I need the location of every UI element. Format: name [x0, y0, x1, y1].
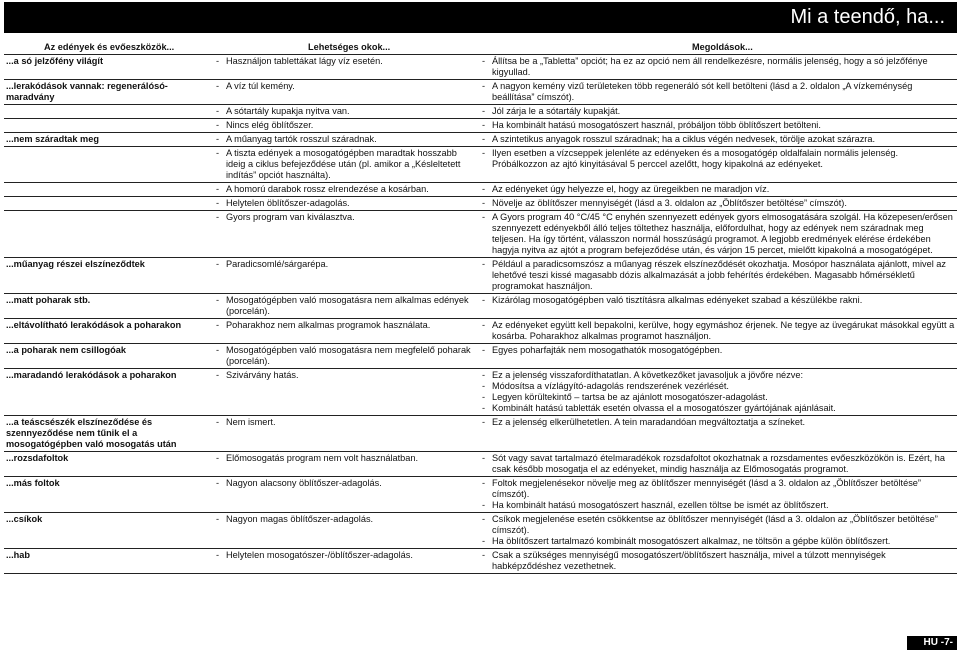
table-row: [4, 549, 957, 574]
solution-item: [478, 392, 955, 403]
bullet-dash: -: [216, 550, 220, 560]
solution-item: [478, 81, 955, 103]
solution-text: Ez a jelenség visszafordíthatatlan. A következőket javasoljuk a jövőre nézve:: [492, 370, 804, 380]
solution-item: [478, 148, 955, 170]
bullet-dash: -: [216, 259, 220, 269]
cause-cell: [212, 477, 478, 512]
problem-cell: ...rozsdafoltok: [6, 453, 69, 463]
solution-item: [478, 212, 955, 256]
cause-text: Helytelen öblítőszer-adagolás.: [226, 198, 350, 208]
bullet-dash: -: [482, 184, 486, 194]
bullet-dash: -: [216, 453, 220, 463]
bullet-dash: -: [216, 370, 220, 380]
table-body: [4, 55, 957, 574]
bullet-dash: -: [216, 320, 220, 330]
solution-text: Legyen körültekintő – tartsa be az ajánlott mosogatószer-adagolást.: [492, 392, 768, 402]
problem-cell: ...a teáscsészék elszíneződése és szennyeződése nem tűnik el a mosogatógépben való mosogatás után: [6, 417, 177, 449]
footer-language: HU: [923, 637, 938, 648]
solution-item: [478, 120, 955, 131]
solution-text: Csíkok megjelenése esetén csökkentse az öblítőszer mennyiségét (lásd a 3. oldalon az „Öblítőszer betöltése” címszót).: [492, 514, 938, 535]
cause-cell: [212, 294, 478, 318]
cause-cell: [212, 258, 478, 293]
solution-item: [478, 403, 955, 414]
solution-cell: [478, 258, 957, 293]
solution-text: Egyes poharfajták nem mosogathatók mosogatógépben.: [492, 345, 723, 355]
bullet-dash: -: [482, 56, 486, 66]
bullet-dash: -: [482, 198, 486, 208]
problem-cell: ...maradandó lerakódások a poharakon: [6, 370, 177, 380]
cause-cell: [212, 369, 478, 415]
bullet-dash: -: [216, 81, 220, 91]
header-solution: Megoldások...: [692, 42, 753, 52]
table-header: [4, 42, 957, 55]
cause-cell: [212, 80, 478, 104]
solution-cell: [478, 452, 957, 476]
table-row: [4, 197, 957, 211]
problem-cell: ...a poharak nem csillogóak: [6, 345, 126, 355]
bullet-dash: -: [482, 134, 486, 144]
solution-text: Jól zárja le a sótartály kupakját.: [492, 106, 621, 116]
solution-text: Csak a szükséges mennyiségű mosogatószert/öblítőszert használja, mivel a túlzott mennyiségek habképződéshez vezethetnek.: [492, 550, 886, 571]
cause-cell: [212, 319, 478, 343]
solution-text: A Gyors program 40 °C/45 °C enyhén szennyezett edények gyors elmosogatására szolgál. Ha közepesen/erősen szennyezett edényekből álló teljes töltethez használja, előfordulhat, hogy az edények nem száradnak meg teljesen. Ha így történt, válasszon normál hosszúságú programot. A legjobb eredmények elérése érdekében hagyja nyitva az ajtót a program befejeződése után, és várjon 15 percet, mielőtt kipakolná a mosogatógépet.: [492, 212, 953, 255]
bullet-dash: -: [216, 295, 220, 305]
bullet-dash: -: [482, 148, 486, 158]
solution-item: [478, 500, 955, 511]
bullet-dash: -: [482, 417, 486, 427]
cause-cell: [212, 119, 478, 132]
table-row: [4, 211, 957, 258]
cause-text: A homorú darabok rossz elrendezése a kosárban.: [226, 184, 429, 194]
solution-cell: [478, 369, 957, 415]
cause-cell: [212, 513, 478, 548]
bullet-dash: -: [216, 345, 220, 355]
solution-text: Sót vagy savat tartalmazó ételmaradékok rozsdafoltot okozhatnak a rozsdamentes evőeszközökön is. Ezért, ha csak később mosogatja el az edényeket, mindig használja az Előmosogatás programot.: [492, 453, 945, 474]
table-row: [4, 105, 957, 119]
solution-item: [478, 320, 955, 342]
solution-text: Ilyen esetben a vízcseppek jelenléte az edényeken és a mosogatógép oldalfalain normális jelenség. Próbálkozzon az ajtó kinyitásával 5 perccel azelőtt, hogy kipakolná az edényeket.: [492, 148, 899, 169]
bullet-dash: -: [482, 392, 486, 402]
cause-cell: [212, 211, 478, 257]
problem-cell: ...eltávolítható lerakódások a poharakon: [6, 320, 182, 330]
solution-text: Foltok megjelenésekor növelje meg az öblítőszer mennyiségét (lásd a 3. oldalon az „Öblítőszer betöltése” címszót).: [492, 478, 921, 499]
cause-text: Gyors program van kiválasztva.: [226, 212, 355, 222]
table-row: [4, 294, 957, 319]
solution-text: Az edényeket úgy helyezze el, hogy az üregeikben ne maradjon víz.: [492, 184, 770, 194]
bullet-dash: -: [216, 148, 220, 158]
solution-item: [478, 514, 955, 536]
bullet-dash: -: [216, 106, 220, 116]
cause-text: Helytelen mosogatószer-/öblítőszer-adagolás.: [226, 550, 413, 560]
solution-text: Növelje az öblítőszer mennyiségét (lásd a 3. oldalon az „Öblítőszer betöltése” címszót).: [492, 198, 847, 208]
bullet-dash: -: [482, 81, 486, 91]
solution-text: Az edényeket együtt kell bepakolni, kerülve, hogy egymáshoz érjenek. Ne tegye az üvegárukat másokkal együtt a kosárba. Poharakhoz alkalmas programot használjon.: [492, 320, 955, 341]
cause-cell: [212, 183, 478, 196]
bullet-dash: -: [482, 536, 486, 546]
solution-item: [478, 453, 955, 475]
problem-cell: [4, 211, 212, 257]
solution-text: Módosítsa a vízlágyító-adagolás rendszerének vezérlését.: [492, 381, 729, 391]
solution-text: Ez a jelenség elkerülhetetlen. A tein maradandóan megváltoztatja a színeket.: [492, 417, 806, 427]
solution-cell: [478, 197, 957, 210]
solution-cell: [478, 211, 957, 257]
solution-item: [478, 478, 955, 500]
bullet-dash: -: [482, 403, 486, 413]
problem-cell: ...műanyag részei elszíneződtek: [6, 259, 145, 269]
bullet-dash: -: [482, 259, 486, 269]
problem-cell: [4, 119, 212, 132]
solution-cell: [478, 513, 957, 548]
table-row: [4, 513, 957, 549]
solution-cell: [478, 119, 957, 132]
problem-cell: ...lerakódások vannak: regenerálósó-maradvány: [6, 81, 168, 102]
bullet-dash: -: [482, 514, 486, 524]
problem-cell: ...csíkok: [6, 514, 43, 524]
bullet-dash: -: [482, 320, 486, 330]
bullet-dash: -: [482, 550, 486, 560]
solution-item: [478, 536, 955, 547]
solution-text: Ha öblítőszert tartalmazó kombinált mosogatószert alkalmaz, ne töltsön a gépbe külön öblítőszert.: [492, 536, 891, 546]
bullet-dash: -: [482, 212, 486, 222]
solution-text: Ha kombinált hatású mosogatószert használ, ezellen töltse be ismét az öblítőszert.: [492, 500, 829, 510]
bullet-dash: -: [216, 184, 220, 194]
problem-cell: ...hab: [6, 550, 30, 560]
table-row: [4, 147, 957, 183]
solution-cell: [478, 105, 957, 118]
troubleshooting-table: [4, 42, 957, 574]
cause-text: Előmosogatás program nem volt használatban.: [226, 453, 419, 463]
bullet-dash: -: [482, 106, 486, 116]
cause-cell: [212, 55, 478, 79]
table-row: [4, 119, 957, 133]
solution-cell: [478, 183, 957, 196]
bullet-dash: -: [216, 56, 220, 66]
table-row: [4, 477, 957, 513]
solution-item: [478, 295, 955, 306]
solution-item: [478, 56, 955, 78]
page-title: Mi a teendő, ha...: [790, 6, 945, 28]
solution-text: Kombinált hatású tabletták esetén olvassa el a mosogatószer gyártójának ajánlásait.: [492, 403, 836, 413]
problem-cell: [4, 197, 212, 210]
solution-text: A szintetikus anyagok rosszul száradnak; ha a ciklus végén nedvesek, törölje azokat szárazra.: [492, 134, 876, 144]
cause-text: Nagyon alacsony öblítőszer-adagolás.: [226, 478, 382, 488]
bullet-dash: -: [482, 120, 486, 130]
cause-text: Használjon tablettákat lágy víz esetén.: [226, 56, 383, 66]
solution-cell: [478, 549, 957, 573]
bullet-dash: -: [482, 370, 486, 380]
header-problem: Az edények és evőeszközök...: [44, 42, 175, 52]
cause-text: Szivárvány hatás.: [226, 370, 299, 380]
solution-text: Ha kombinált hatású mosogatószert használ, próbáljon több öblítőszert betölteni.: [492, 120, 821, 130]
solution-cell: [478, 80, 957, 104]
solution-text: A nagyon kemény vizű területeken több regeneráló sót kell betölteni (lásd a 2. oldalon „A vízkeménység beállítása” címszót).: [492, 81, 913, 102]
cause-text: Poharakhoz nem alkalmas programok használata.: [226, 320, 431, 330]
cause-text: Mosogatógépben való mosogatásra nem alkalmas edények (porcelán).: [226, 295, 469, 316]
solution-item: [478, 417, 955, 428]
bullet-dash: -: [216, 198, 220, 208]
table-row: [4, 80, 957, 105]
problem-cell: ...a só jelzőfény világít: [6, 56, 104, 66]
solution-item: [478, 345, 955, 356]
bullet-dash: -: [216, 120, 220, 130]
solution-item: [478, 259, 955, 292]
title-bar: [4, 2, 957, 33]
cause-text: Paradicsomlé/sárgarépa.: [226, 259, 329, 269]
solution-item: [478, 370, 955, 381]
solution-cell: [478, 344, 957, 368]
table-row: [4, 258, 957, 294]
cause-cell: [212, 133, 478, 146]
cause-text: Nagyon magas öblítőszer-adagolás.: [226, 514, 374, 524]
solution-cell: [478, 147, 957, 182]
solution-text: Például a paradicsomszósz a műanyag részek elszíneződését okozhatja. Mosópor használata ajánlott, mivel az lehetővé teszi kissé magasabb dózis alkalmazását a jobb fehérítés érdekében. Magasabb hőmérsékletű programokat használjon.: [492, 259, 947, 291]
cause-cell: [212, 549, 478, 573]
solution-cell: [478, 477, 957, 512]
solution-cell: [478, 319, 957, 343]
solution-cell: [478, 416, 957, 451]
solution-cell: [478, 133, 957, 146]
page-number: -7-: [940, 637, 953, 648]
bullet-dash: -: [216, 212, 220, 222]
cause-text: Nincs elég öblítőszer.: [226, 120, 314, 130]
cause-text: A műanyag tartók rosszul száradnak.: [226, 134, 377, 144]
solution-item: [478, 550, 955, 572]
cause-text: Mosogatógépben való mosogatásra nem megfelelő poharak (porcelán).: [226, 345, 471, 366]
bullet-dash: -: [216, 478, 220, 488]
bullet-dash: -: [482, 453, 486, 463]
solution-item: [478, 381, 955, 392]
cause-cell: [212, 344, 478, 368]
bullet-dash: -: [216, 134, 220, 144]
solution-cell: [478, 294, 957, 318]
table-row: [4, 452, 957, 477]
problem-cell: ...más foltok: [6, 478, 60, 488]
problem-cell: ...nem száradtak meg: [6, 134, 99, 144]
table-row: [4, 319, 957, 344]
solution-item: [478, 134, 955, 145]
cause-text: A sótartály kupakja nyitva van.: [226, 106, 350, 116]
solution-item: [478, 106, 955, 117]
cause-cell: [212, 147, 478, 182]
cause-text: Nem ismert.: [226, 417, 276, 427]
solution-item: [478, 198, 955, 209]
solution-text: Kizárólag mosogatógépben való tisztításra alkalmas edényeket szabad a készülékbe rakni.: [492, 295, 863, 305]
cause-cell: [212, 416, 478, 451]
bullet-dash: -: [482, 381, 486, 391]
table-row: [4, 183, 957, 197]
bullet-dash: -: [216, 417, 220, 427]
bullet-dash: -: [482, 345, 486, 355]
cause-text: A víz túl kemény.: [226, 81, 295, 91]
table-row: [4, 55, 957, 80]
cause-text: A tiszta edények a mosogatógépben maradtak hosszabb ideig a ciklus befejeződése után (pl. amikor a „Késleltetett indítás” opciót használta).: [226, 148, 461, 180]
table-row: [4, 369, 957, 416]
table-row: [4, 344, 957, 369]
problem-cell: [4, 147, 212, 182]
bullet-dash: -: [482, 295, 486, 305]
solution-text: Állítsa be a „Tabletta” opciót; ha ez az opció nem áll rendelkezésre, normális jelenség, hogy a só jelzőfénye kigyullad.: [492, 56, 928, 77]
table-row: [4, 133, 957, 147]
solution-cell: [478, 55, 957, 79]
bullet-dash: -: [482, 500, 486, 510]
cause-cell: [212, 105, 478, 118]
table-row: [4, 416, 957, 452]
bullet-dash: -: [216, 514, 220, 524]
bullet-dash: -: [482, 478, 486, 488]
problem-cell: [4, 183, 212, 196]
cause-cell: [212, 197, 478, 210]
solution-item: [478, 184, 955, 195]
problem-cell: [4, 105, 212, 118]
problem-cell: ...matt poharak stb.: [6, 295, 91, 305]
page-footer: [907, 636, 957, 650]
cause-cell: [212, 452, 478, 476]
header-cause: Lehetséges okok...: [308, 42, 391, 52]
